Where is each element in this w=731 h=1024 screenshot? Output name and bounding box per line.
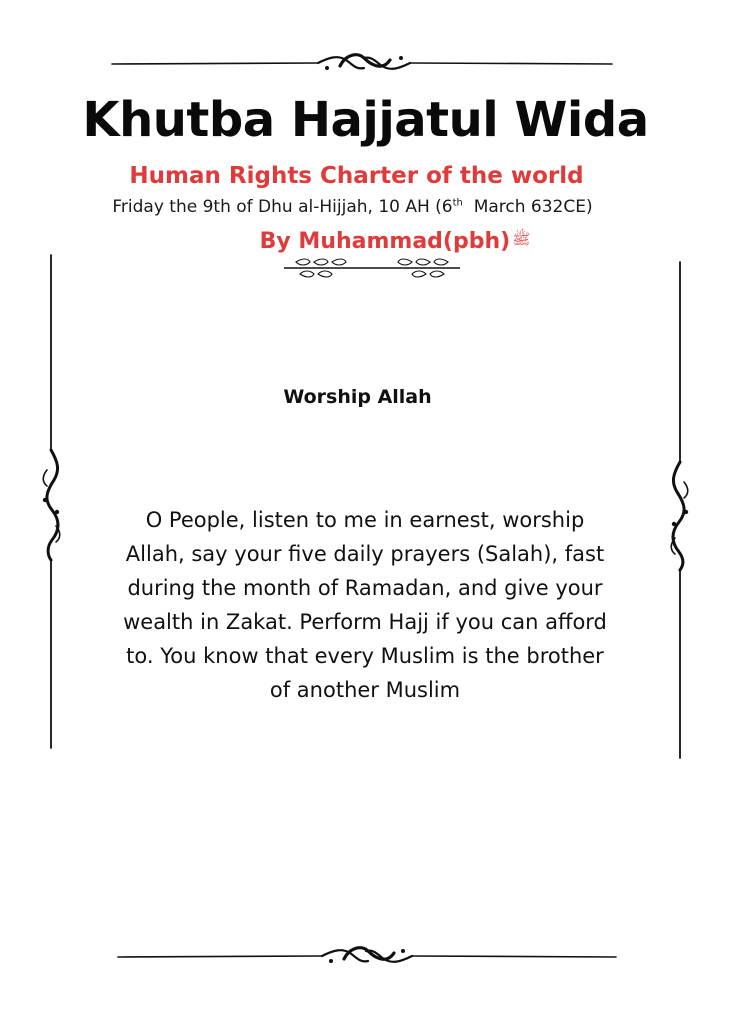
laurel-branch-divider — [284, 259, 460, 277]
date-ordinal: th — [452, 197, 463, 209]
document-title: Khutba Hajjatul Wida — [82, 92, 649, 148]
date-suffix: March 632CE) — [462, 197, 593, 217]
section-heading: Worship Allah — [283, 386, 432, 408]
top-flourish-divider — [112, 55, 612, 70]
date-prefix: Friday the 9th of Dhu al-Hijjah, 10 AH (6 — [112, 197, 453, 217]
author-line — [0, 229, 731, 254]
bottom-flourish-divider — [118, 948, 616, 963]
date-line — [0, 197, 705, 217]
author-seal: ﷺ — [512, 230, 531, 248]
author-name: By Muhammad(pbh) — [259, 229, 511, 254]
section-body: O People, listen to me in earnest, worship Allah, say your five daily prayers (Salah), fast during the month of Ramadan, and give your wealth in Zakat. Perform Hajj if you can afford to. You know that every Muslim is the brother of another Muslim — [123, 508, 607, 702]
right-border-flourish — [671, 262, 688, 758]
left-border-flourish — [43, 255, 60, 748]
document-subtitle: Human Rights Charter of the world — [129, 163, 584, 189]
